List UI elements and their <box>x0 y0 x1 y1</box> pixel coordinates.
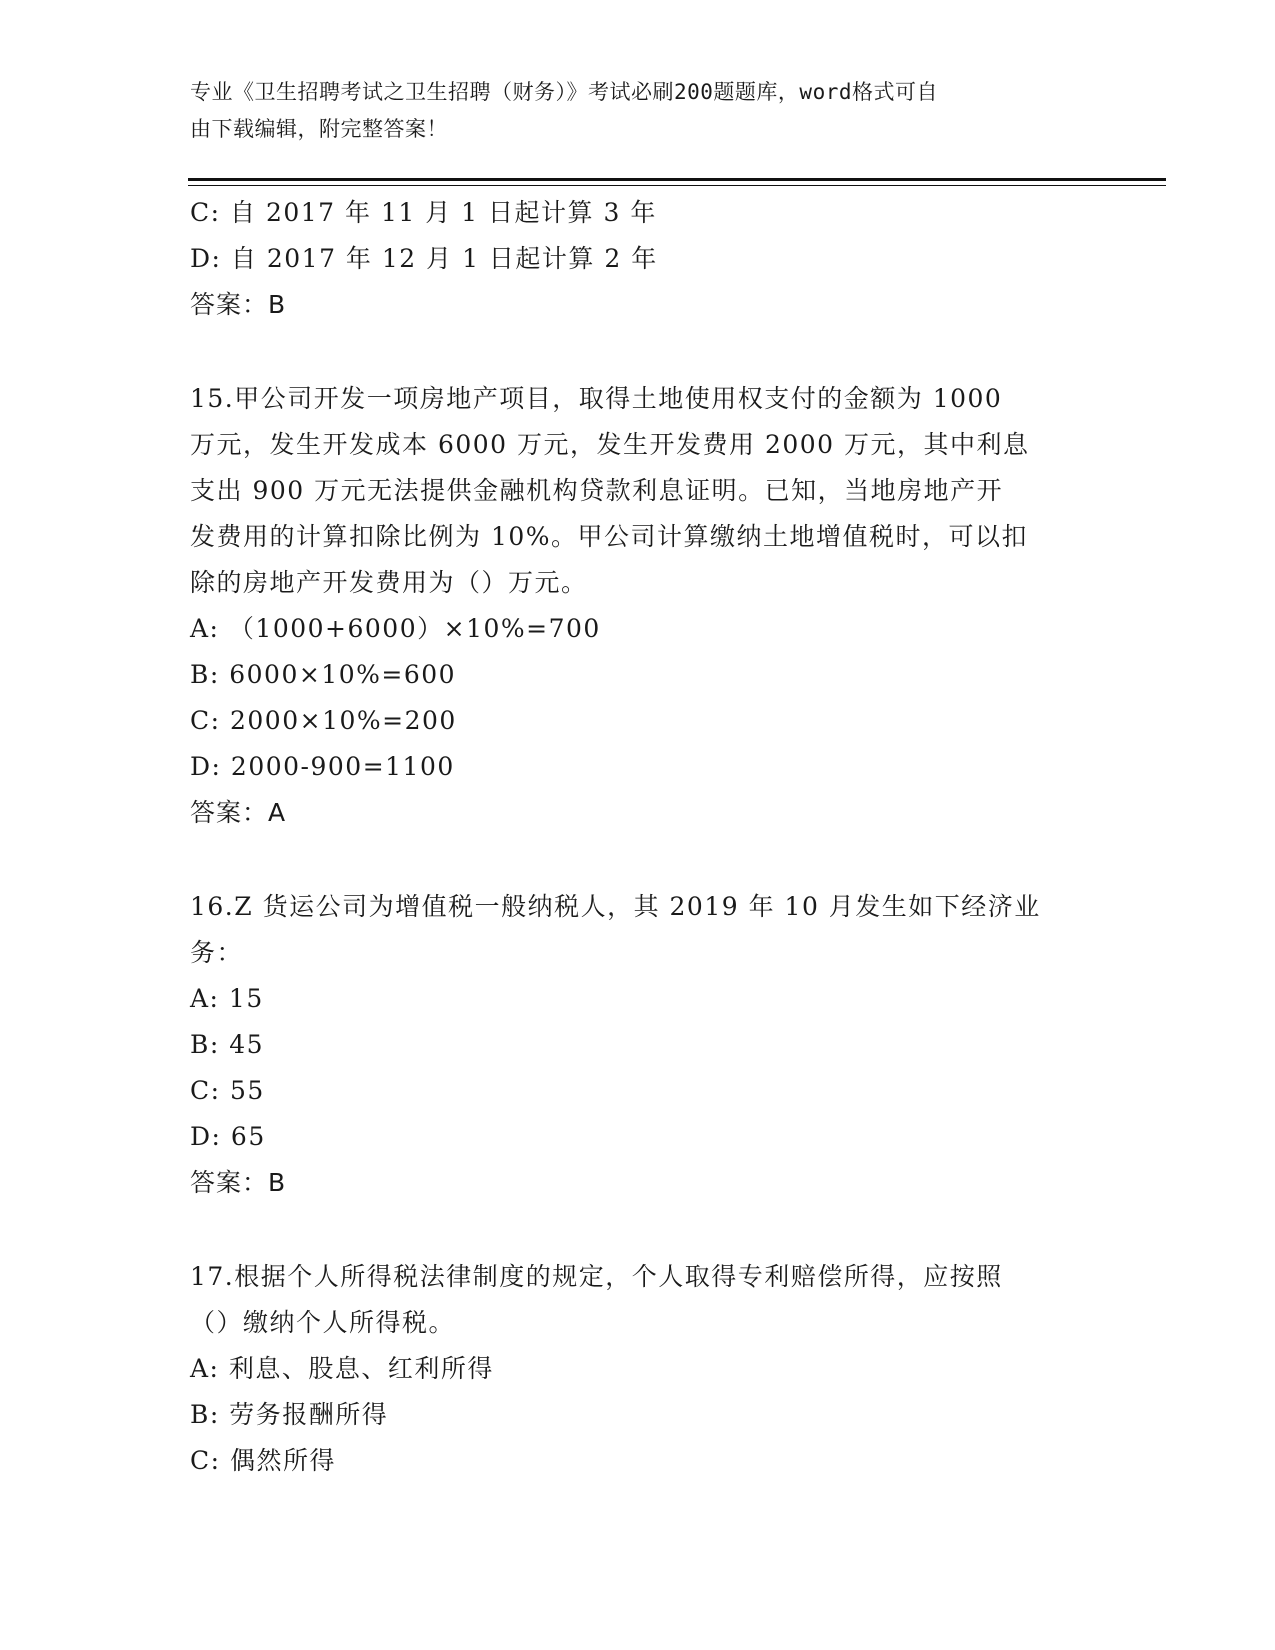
option-a: A: 利息、股息、红利所得 <box>190 1354 494 1383</box>
question-stem-line: 16.Z 货运公司为增值税一般纳税人，其 2019 年 10 月发生如下经济业 <box>190 892 1041 921</box>
question-17 <box>190 1254 1090 1484</box>
question-stem-line: 支出 900 万元无法提供金融机构贷款利息证明。已知，当地房地产开 <box>190 476 1004 505</box>
answer-label: 答案：A <box>190 798 287 827</box>
option-c: C: 2000×10%=200 <box>190 706 457 735</box>
question-stem-line: 发费用的计算扣除比例为 10%。甲公司计算缴纳土地增值税时，可以扣 <box>190 522 1029 551</box>
question-stem-line: （）缴纳个人所得税。 <box>190 1308 456 1337</box>
document-header <box>190 74 1090 148</box>
answer-label: 答案：B <box>190 1168 287 1197</box>
header-line-1: 专业《卫生招聘考试之卫生招聘（财务）》考试必刷200题题库，word格式可自 <box>190 80 938 104</box>
option-c: C: 偶然所得 <box>190 1446 336 1475</box>
spacer <box>190 836 1090 884</box>
header-rule-thick <box>188 178 1166 181</box>
answer-label: 答案：B <box>190 290 287 319</box>
option-d: D: 自 2017 年 12 月 1 日起计算 2 年 <box>190 244 658 273</box>
option-b: B: 劳务报酬所得 <box>190 1400 389 1429</box>
question-stem-line: 务： <box>190 938 244 967</box>
question-stem-line: 17.根据个人所得税法律制度的规定，个人取得专利赔偿所得，应按照 <box>190 1262 1003 1291</box>
option-d: D: 65 <box>190 1122 266 1151</box>
question-16 <box>190 884 1090 1206</box>
header-rule-thin <box>188 185 1166 186</box>
option-c: C: 55 <box>190 1076 265 1105</box>
question-stem-line: 万元，发生开发成本 6000 万元，发生开发费用 2000 万元，其中利息 <box>190 430 1030 459</box>
question-14 <box>190 190 1090 328</box>
question-list <box>190 190 1090 1484</box>
option-b: B: 6000×10%=600 <box>190 660 457 689</box>
header-line-2: 由下载编辑，附完整答案！ <box>190 117 448 141</box>
option-a: A: （1000+6000）×10%=700 <box>190 614 601 643</box>
spacer <box>190 328 1090 376</box>
question-15 <box>190 376 1090 836</box>
option-c: C: 自 2017 年 11 月 1 日起计算 3 年 <box>190 198 657 227</box>
spacer <box>190 1206 1090 1254</box>
option-a: A: 15 <box>190 984 264 1013</box>
option-d: D: 2000-900=1100 <box>190 752 455 781</box>
question-stem-line: 除的房地产开发费用为（）万元。 <box>190 568 588 597</box>
question-stem-line: 15.甲公司开发一项房地产项目，取得土地使用权支付的金额为 1000 <box>190 384 1003 413</box>
option-b: B: 45 <box>190 1030 265 1059</box>
